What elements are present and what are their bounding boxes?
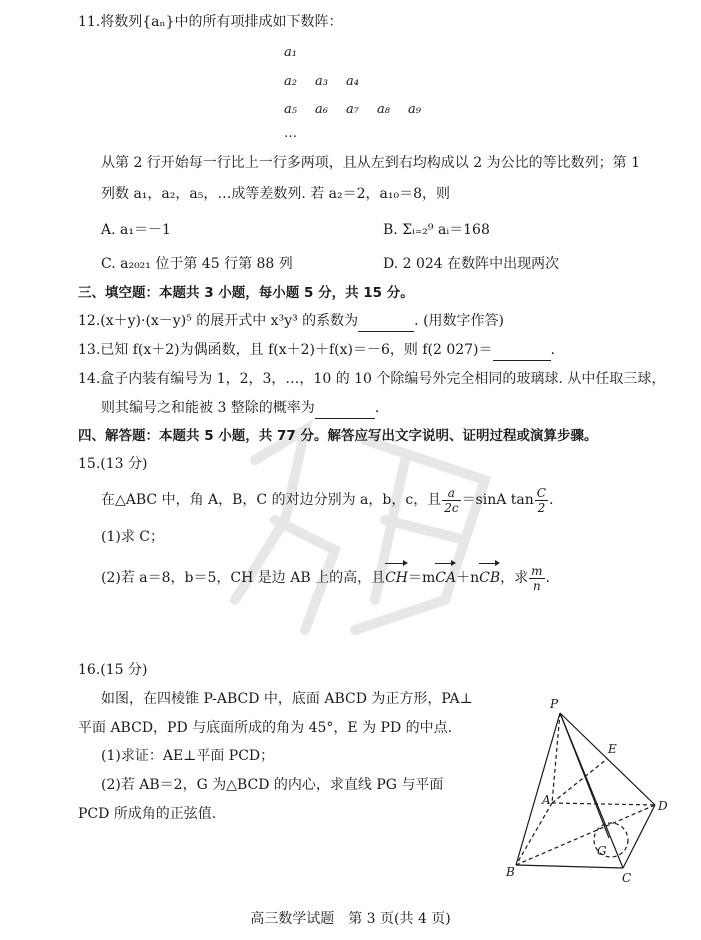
q13-end: . [550, 342, 555, 358]
fraction-denominator: 2 [537, 500, 546, 515]
q13-text: 13.已知 f(x＋2)为偶函数，且 f(x＋2)＋f(x)＝－6，则 f(2 027)＝ [78, 342, 493, 358]
segment-pg [560, 713, 609, 838]
q15-heading: 15.(13 分) [78, 456, 148, 472]
q14-line2 [101, 398, 379, 419]
q15-part2-end: . [545, 570, 550, 586]
vector-cb: CB [479, 562, 500, 594]
q12-text: 12.(x＋y)·(x－y)⁵ 的展开式中 x³y³ 的系数为 [78, 313, 359, 329]
fraction-numerator: C [536, 485, 546, 500]
edge-pd [560, 713, 655, 805]
q15-stem-text: 在△ABC 中，角 A，B，C 的对边分别为 a，b，c，且 [101, 492, 442, 508]
q16-line1: 如图，在四棱锥 P-ABCD 中，底面 ABCD 为正方形，PA⊥ [101, 691, 473, 707]
label-a: A [542, 793, 551, 807]
label-g: G [597, 844, 607, 858]
matrix-cell: a₃ [315, 74, 328, 89]
section-3-heading: 三、填空题：本题共 3 小题，每小题 5 分，共 15 分。 [78, 285, 414, 301]
matrix-cell: a₈ [377, 102, 390, 117]
q15-eq-m: ＝m [408, 570, 436, 586]
q15-stem [101, 484, 553, 516]
q14-end: . [374, 400, 380, 416]
q15-plus-n: ＋n [456, 570, 480, 586]
label-e: E [608, 742, 617, 756]
q12-answer-blank [358, 311, 414, 332]
matrix-ellipsis: … [284, 126, 297, 141]
q15-stem-mid: ＝sinA tan [461, 492, 534, 508]
matrix-cell: a₁ [284, 45, 297, 60]
fraction-a-over-2c [442, 486, 460, 515]
fraction-denominator: n [532, 578, 541, 593]
q13-answer-blank [493, 340, 551, 361]
q15-ask: ，求 [500, 570, 529, 586]
q11-line1: 11.将数列{aₙ}中的所有项排成如下数阵： [78, 14, 343, 30]
q16-line2: 平面 ABCD，PD 与底面所成的角为 45°，E 为 PD 的中点. [78, 720, 453, 736]
q11-option-c: C. a₂₀₂₁ 位于第 45 行第 88 列 [101, 256, 293, 272]
page-footer: 高三数学试题 第 3 页(共 4 页) [250, 911, 451, 927]
fraction-c-over-2 [535, 486, 548, 515]
q11-line3: 列数 a₁，a₂，a₅，…成等差数列. 若 a₂＝2，a₁₀＝8，则 [101, 186, 451, 202]
matrix-cell: a₄ [346, 74, 359, 89]
label-b: B [506, 865, 515, 879]
q14-answer-blank [315, 398, 375, 419]
q12-note: . (用数字作答) [414, 313, 504, 329]
edge-ab [516, 803, 552, 865]
pyramid-figure [490, 690, 680, 890]
fraction-denominator: 2c [444, 500, 459, 515]
q13 [78, 340, 555, 361]
vector-ch: CH [385, 562, 408, 594]
q11-option-d: D. 2 024 在数阵中出现两次 [383, 256, 560, 272]
segment-ae [552, 759, 607, 803]
label-d: D [658, 799, 668, 813]
q16-part2-line1: (2)若 AB＝2，G 为△BCD 的内心，求直线 PG 与平面 [101, 777, 444, 793]
label-c: C [622, 871, 632, 885]
fraction-numerator: a [442, 486, 460, 501]
vector-ca: CA [435, 562, 456, 594]
q16-part2-line2: PCD 所成角的正弦值. [78, 806, 217, 822]
matrix-cell: a₇ [346, 102, 359, 117]
matrix-cell: a₆ [315, 102, 328, 117]
q11-option-b: B. Σᵢ₌₂⁹ aᵢ＝168 [383, 222, 490, 238]
diagonal-bd [516, 805, 655, 865]
q15-part1: (1)求 C； [101, 529, 164, 545]
edge-ad [552, 803, 655, 805]
edge-bc [516, 865, 623, 868]
fraction-m-over-n [529, 564, 544, 593]
q16-heading: 16.(15 分) [78, 662, 148, 678]
edge-pb [516, 713, 560, 865]
q15-part2 [101, 562, 550, 594]
q12 [78, 311, 504, 332]
matrix-cell: a₉ [408, 102, 421, 117]
q16-part1: (1)求证：AE⊥平面 PCD； [101, 748, 275, 764]
matrix-cell: a₅ [284, 102, 297, 117]
label-p: P [550, 697, 559, 711]
section-4-heading: 四、解答题：本题共 5 小题，共 77 分。解答应写出文字说明、证明过程或演算步骤。 [78, 428, 598, 444]
q14-line1: 14.盒子内装有编号为 1，2，3，…，10 的 10 个除编号外完全相同的玻璃球. 从中任取三球， [78, 371, 666, 387]
edge-cd [623, 805, 655, 868]
fraction-numerator: m [531, 563, 543, 578]
q15-stem-end: . [548, 492, 554, 508]
q14-text: 则其编号之和能被 3 整除的概率为 [101, 400, 315, 416]
matrix-cell: a₂ [284, 74, 297, 89]
q15-part2-text: (2)若 a＝8，b＝5，CH 是边 AB 上的高，且 [101, 570, 386, 586]
q11-line2: 从第 2 行开始每一行比上一行多两项，且从左到右均构成以 2 为公比的等比数列；第 1 [101, 155, 640, 171]
q11-option-a: A. a₁＝－1 [101, 222, 171, 238]
